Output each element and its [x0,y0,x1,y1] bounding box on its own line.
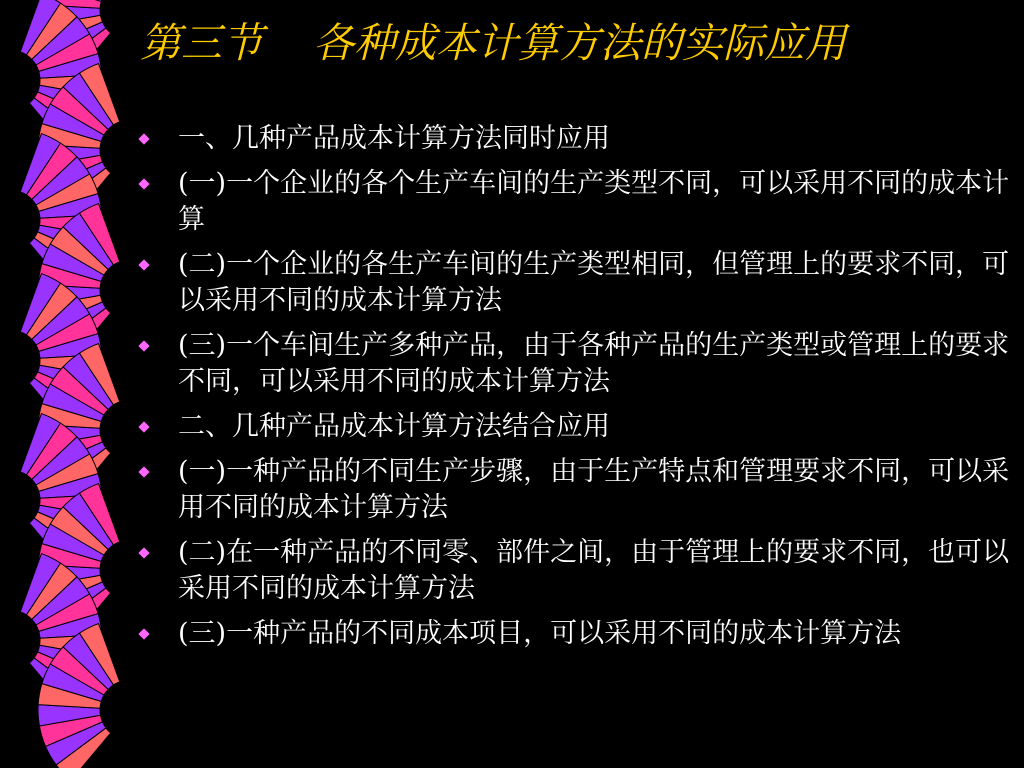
bullet-text: (二)一个企业的各生产车间的生产类型相同，但管理上的要求不同，可以采用不同的成本计算方法 [178,249,1010,316]
diamond-bullet-icon [138,133,149,144]
bullet-item [138,535,1018,607]
bullet-item [138,328,1018,400]
bullet-text: 二、几种产品成本计算方法结合应用 [178,411,610,442]
bullet-text: (一)一个企业的各个生产车间的生产类型不同，可以采用不同的成本计算 [178,168,1010,235]
diamond-bullet-icon [138,259,149,270]
title-text: 各种成本计算方法的实际应用 [313,19,846,67]
bullet-item [138,121,1018,157]
bullet-item [138,247,1018,319]
fan-ribbon-decoration [0,0,140,768]
diamond-bullet-icon [138,466,149,477]
bullet-text: 一、几种产品成本计算方法同时应用 [178,123,610,154]
diamond-bullet-icon [138,547,149,558]
bullet-item [138,166,1018,238]
bullet-text: (三)一个车间生产多种产品，由于各种产品的生产类型或管理上的要求不同，可以采用不同的成本计算方法 [178,330,1010,397]
diamond-bullet-icon [138,628,149,639]
diamond-bullet-icon [138,178,149,189]
slide-title [140,10,1020,76]
bullet-text: (二)在一种产品的不同零、部件之间，由于管理上的要求不同，也可以采用不同的成本计算方法 [178,537,1010,604]
bullet-list [138,121,1018,661]
bullet-item [138,616,1018,652]
title-section: 第三节 [140,19,263,67]
diamond-bullet-icon [138,340,149,351]
diamond-bullet-icon [138,421,149,432]
bullet-item [138,454,1018,526]
bullet-text: (一)一种产品的不同生产步骤，由于生产特点和管理要求不同，可以采用不同的成本计算方法 [178,456,1010,523]
bullet-item [138,409,1018,445]
bullet-text: (三)一种产品的不同成本项目，可以采用不同的成本计算方法 [178,618,902,649]
